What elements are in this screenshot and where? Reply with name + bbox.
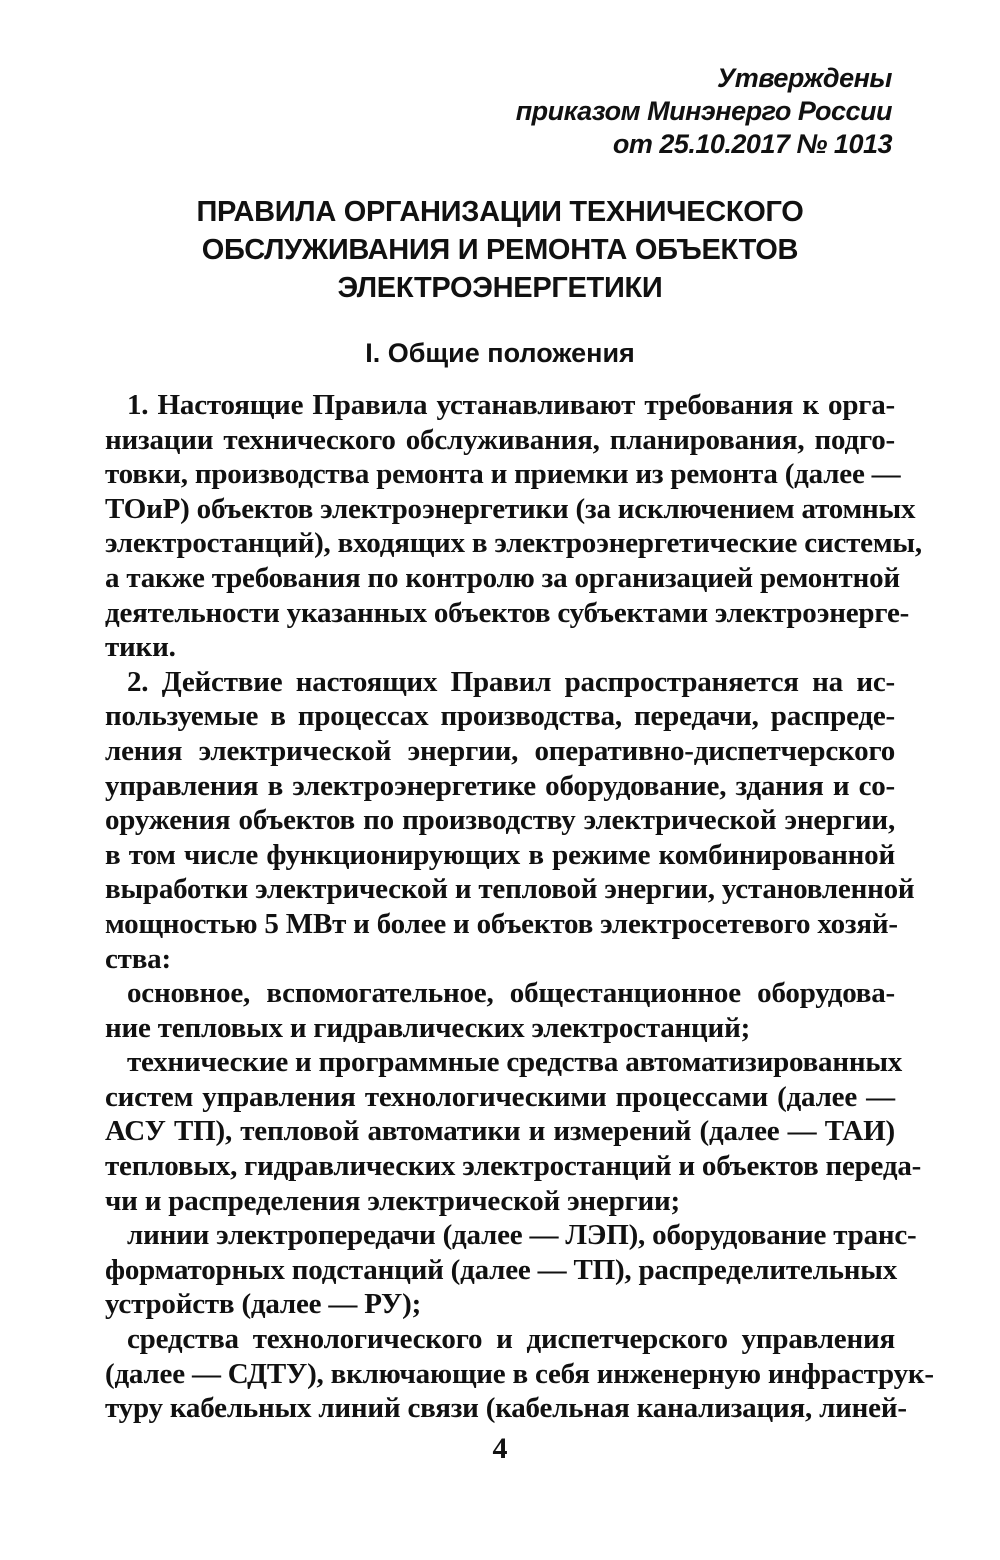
text-line: а также требования по контролю за организацией ремонтной [105, 561, 900, 594]
text-line: АСУ ТП), тепловой автоматики и измерений (далее — ТАИ) [105, 1115, 895, 1148]
paragraph [105, 1045, 922, 1218]
body-text [105, 388, 934, 1426]
text-line: ТОиР) объектов электроэнергетики (за исключением атомных [105, 492, 916, 525]
text-line: оружения объектов по производству электрической энергии, [105, 804, 895, 837]
approval-line: Утверждены [716, 63, 892, 93]
text-line: низации технического обслуживания, планирования, подго- [105, 423, 895, 456]
text-line: управления в электроэнергетике оборудование, здания и со- [105, 769, 895, 802]
text-line: устройств (далее — РУ); [105, 1288, 422, 1321]
paragraph [105, 665, 915, 976]
approval-line: от 25.10.2017 № 1013 [612, 129, 892, 159]
text-line: ства: [105, 942, 171, 975]
page-number: 4 [492, 1432, 508, 1465]
approval-line: приказом Минэнерго России [515, 96, 892, 126]
text-line: (далее — СДТУ), включающие в себя инженерную инфраструк- [105, 1357, 934, 1390]
text-line: чи и распределения электрической энергии; [105, 1184, 680, 1217]
paragraph [105, 388, 922, 665]
text-line: средства технологического и диспетчерского управления [127, 1323, 895, 1356]
text-line: ние тепловых и гидравлических электростанций; [105, 1011, 751, 1044]
text-line: в том числе функционирующих в режиме комбинированной [105, 838, 895, 871]
text-line: 1. Настоящие Правила устанавливают требования к орга- [127, 389, 895, 421]
text-line: туру кабельных линий связи (кабельная канализация, линей- [105, 1392, 907, 1425]
text-line: 2. Действие настоящих Правил распространяется на ис- [127, 665, 895, 698]
text-line: выработки электрической и тепловой энергии, установленной [105, 873, 915, 906]
text-line: систем управления технологическими процессами (далее — [105, 1080, 895, 1113]
title-line: ПРАВИЛА ОРГАНИЗАЦИИ ТЕХНИЧЕСКОГО [196, 196, 804, 228]
title-line: ЭЛЕКТРОЭНЕРГЕТИКИ [337, 272, 663, 304]
text-line: технические и программные средства автоматизированных [127, 1046, 903, 1079]
text-line: электростанций), входящих в электроэнергетические системы, [105, 527, 922, 560]
approval-block [516, 62, 892, 161]
text-line: мощностью 5 МВт и более и объектов электросетевого хозяй- [105, 907, 898, 940]
text-line: тики. [105, 631, 176, 664]
text-line: деятельности указанных объектов субъектами электроэнерге- [105, 596, 910, 629]
text-line: линии электропередачи (далее — ЛЭП), оборудование транс- [127, 1219, 917, 1252]
text-line: пользуемые в процессах производства, передачи, распреде- [105, 700, 895, 733]
text-line: форматорных подстанций (далее — ТП), распределительных [105, 1253, 898, 1286]
text-line: товки, производства ремонта и приемки из ремонта (далее — [105, 458, 901, 491]
text-line: основное, вспомогательное, общестанционное оборудова- [127, 977, 895, 1010]
document-title [60, 193, 940, 307]
section-heading: I. Общие положения [365, 338, 635, 368]
paragraph [105, 976, 895, 1045]
text-line: ления электрической энергии, оперативно-диспетчерского [105, 734, 895, 767]
text-line: тепловых, гидравлических электростанций и объектов переда- [105, 1150, 922, 1183]
paragraph [105, 1322, 934, 1426]
title-line: ОБСЛУЖИВАНИЯ И РЕМОНТА ОБЪЕКТОВ [201, 234, 799, 266]
paragraph [105, 1218, 917, 1322]
